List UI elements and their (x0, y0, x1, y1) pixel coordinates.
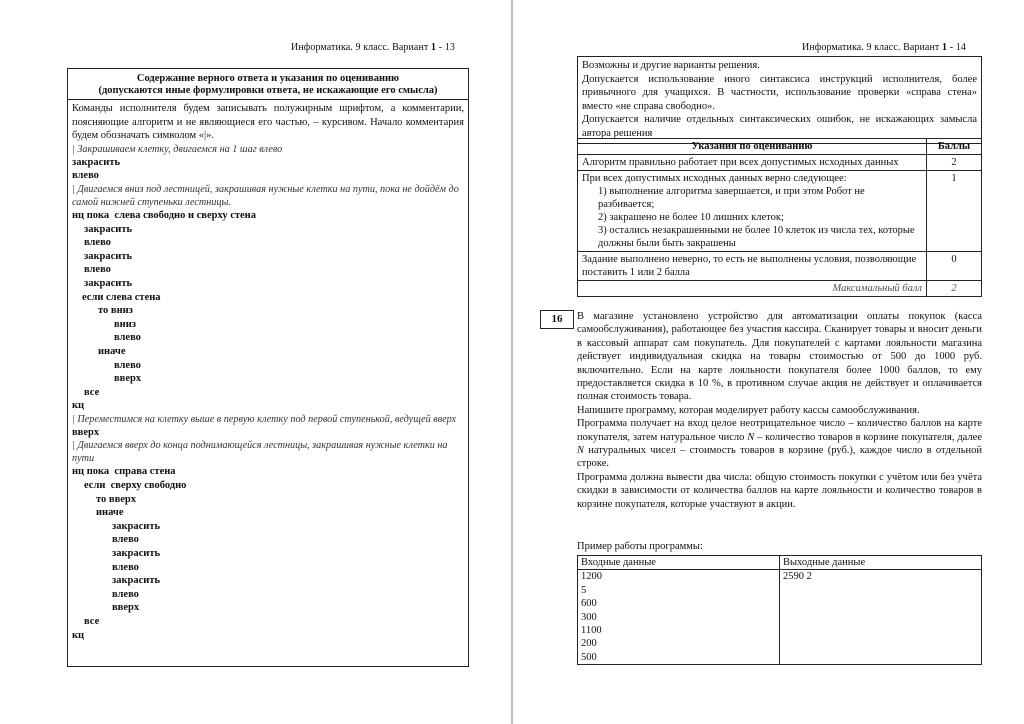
points-cell: 0 (927, 252, 982, 281)
algorithm-line: закрасить (112, 548, 161, 560)
task-paragraph: В магазине установлено устройство для автоматизации оплаты покупок (касса самообслуживания), работающее без участия кассира. Сканирует товары и вносит деньги в кассовый аппарат сам покупатель. Для покупателей с картами лояльности магазина действует индивидуальная скидка на товары стоимостью от 500 до 1000 руб. включительно. Если на карте лояльности покупателя более 1000 баллов, то ему предоставляется скидка в 10 %, в противном случае акция не действует и оплачивается полная стоимость товара. (577, 311, 982, 403)
task-text (577, 310, 982, 511)
right-page (513, 0, 1024, 724)
input-value: 5 (581, 584, 587, 596)
input-value: 500 (581, 651, 597, 663)
output-data-cell: 2590 2 (780, 570, 982, 665)
algorithm-line: то вниз (98, 305, 133, 317)
algorithm-line: если сверху свободно (84, 480, 187, 492)
criteria-cell (578, 171, 927, 252)
algorithm-line: закрасить (84, 250, 133, 262)
scoring-header-row (578, 139, 982, 155)
input-column-header: Входные данные (578, 556, 780, 570)
algorithm-line: влево (112, 561, 139, 573)
algorithm-comment: | Закрашиваем клетку, двигаемся на 1 шаг влево (72, 143, 283, 155)
example-title: Пример работы программы: (577, 541, 703, 552)
input-value: 300 (581, 611, 597, 623)
solution-notes-box (577, 56, 982, 144)
criteria-cell: Задание выполнено неверно, то есть не выполнены условия, позволяющие поставить 1 или 2 балла (578, 252, 927, 281)
input-value: 600 (581, 598, 597, 610)
scoring-row (578, 155, 982, 171)
algorithm-line: закрасить (112, 520, 161, 532)
algorithm-line: влево (84, 264, 111, 276)
max-score-row (578, 281, 982, 297)
algorithm-listing (72, 143, 464, 642)
algorithm-line: нц пока слева свободно и сверху стена (72, 209, 256, 221)
input-value: 200 (581, 638, 597, 650)
criteria-item: 2) закрашено не более 10 лишних клеток; (598, 212, 784, 223)
example-data-row (578, 570, 982, 665)
algorithm-comment: | Двигаемся вниз под лестницей, закрашивая нужные клетки на пути, пока не дойдём до самой нижней ступеньки лестницы. (72, 183, 459, 208)
algorithm-line: иначе (98, 345, 126, 357)
max-score-label: Максимальный балл (578, 281, 927, 297)
example-header-row (578, 556, 982, 570)
algorithm-line: все (84, 386, 100, 398)
algorithm-line: вниз (114, 318, 136, 330)
algorithm-line: то вверх (96, 493, 136, 505)
algorithm-line: вверх (112, 602, 140, 614)
note-line: Возможны и другие варианты решения. (582, 60, 760, 71)
answer-intro: Команды исполнителя будем записывать полужирным шрифтом, а комментарии, поясняющие алгоритм и не являющиеся его частью, – курсивом. Начало комментария будем обозначать символом «|». (72, 103, 464, 142)
output-column-header: Выходные данные (780, 556, 982, 570)
algorithm-line: вверх (72, 426, 100, 438)
algorithm-line: кц (72, 400, 85, 412)
scoring-row (578, 171, 982, 252)
task-paragraph: Программа должна вывести два числа: общую стоимость покупки с учётом или без учёта скидки в зависимости от количества баллов на карте лояльности и количество товаров в корзине покупателя, которые участвуют в акции. (577, 471, 982, 510)
input-value: 1100 (581, 625, 602, 637)
answer-body (68, 100, 468, 644)
scoring-table (577, 138, 982, 297)
algorithm-comment: | Двигаемся вверх до конца поднимающейся лестницы, закрашивая нужные клетки на пути (72, 440, 448, 465)
answer-box-heading (68, 69, 468, 100)
algorithm-comment: | Переместимся на клетку выше в первую клетку под первой ступенькой, ведущей вверх (72, 413, 457, 425)
criteria-column-header: Указания по оцениванию (578, 139, 927, 155)
task-paragraph: Напишите программу, которая моделирует работу кассы самообслуживания. (577, 404, 920, 416)
input-value: 1200 (581, 571, 602, 583)
algorithm-line: вверх (114, 373, 142, 385)
algorithm-line: влево (112, 534, 139, 546)
criteria-item: 3) остались незакрашенными не более 10 клеток из числа тех, которые должны были быть закрашены (598, 225, 915, 249)
algorithm-line: закрасить (72, 156, 121, 168)
algorithm-line: влево (84, 237, 111, 249)
algorithm-line: все (84, 616, 100, 627)
algorithm-line: иначе (96, 507, 124, 519)
task-paragraph: Программа получает на вход целое неотрицательное число – количество баллов на карте покупателя, затем натуральное число N – количество товаров в корзине покупателя, далее N натуральных чисел – стоимость товаров в корзине (руб.), каждое число в отдельной строке. (577, 418, 982, 470)
right-page-header: Информатика. 9 класс. Вариант 1 - 14 (802, 42, 966, 53)
answer-box-title: Содержание верного ответа и указания по оцениванию (136, 73, 400, 84)
algorithm-line: кц (72, 629, 85, 641)
note-line: Допускается наличие отдельных синтаксических ошибок, не искажающих замысла автора решения (582, 114, 977, 139)
criteria-item: 1) выполнение алгоритма завершается, и при этом Робот не разбивается; (598, 186, 865, 210)
points-cell: 2 (927, 155, 982, 171)
algorithm-line: влево (72, 170, 99, 182)
left-page (0, 0, 511, 724)
algorithm-line: влево (112, 588, 139, 600)
answer-box (67, 68, 469, 667)
algorithm-line: нц пока справа стена (72, 466, 176, 478)
scoring-row (578, 252, 982, 281)
points-column-header: Баллы (927, 139, 982, 155)
left-page-header: Информатика. 9 класс. Вариант 1 - 13 (291, 42, 455, 53)
algorithm-line: закрасить (84, 277, 133, 289)
input-data-cell (578, 570, 780, 665)
max-score-value: 2 (927, 281, 982, 297)
criteria-lead: При всех допустимых исходных данных верно следующее: (582, 173, 847, 184)
algorithm-line: влево (114, 332, 141, 344)
note-line: Допускается использование иного синтаксиса инструкций исполнителя, более привычного для учащихся. В частности, использование проверки «справа стена» вместо «не справа свободно». (582, 73, 977, 112)
question-number: 16 (540, 310, 574, 329)
algorithm-line: влево (114, 359, 141, 371)
answer-box-subtitle: (допускаются иные формулировки ответа, не искажающие его смысла) (98, 85, 438, 96)
algorithm-line: если слева стена (82, 291, 161, 303)
points-cell: 1 (927, 171, 982, 252)
example-table (577, 555, 982, 665)
criteria-cell: Алгоритм правильно работает при всех допустимых исходных данных (578, 155, 927, 171)
algorithm-line: закрасить (84, 223, 133, 235)
algorithm-line: закрасить (112, 575, 161, 587)
